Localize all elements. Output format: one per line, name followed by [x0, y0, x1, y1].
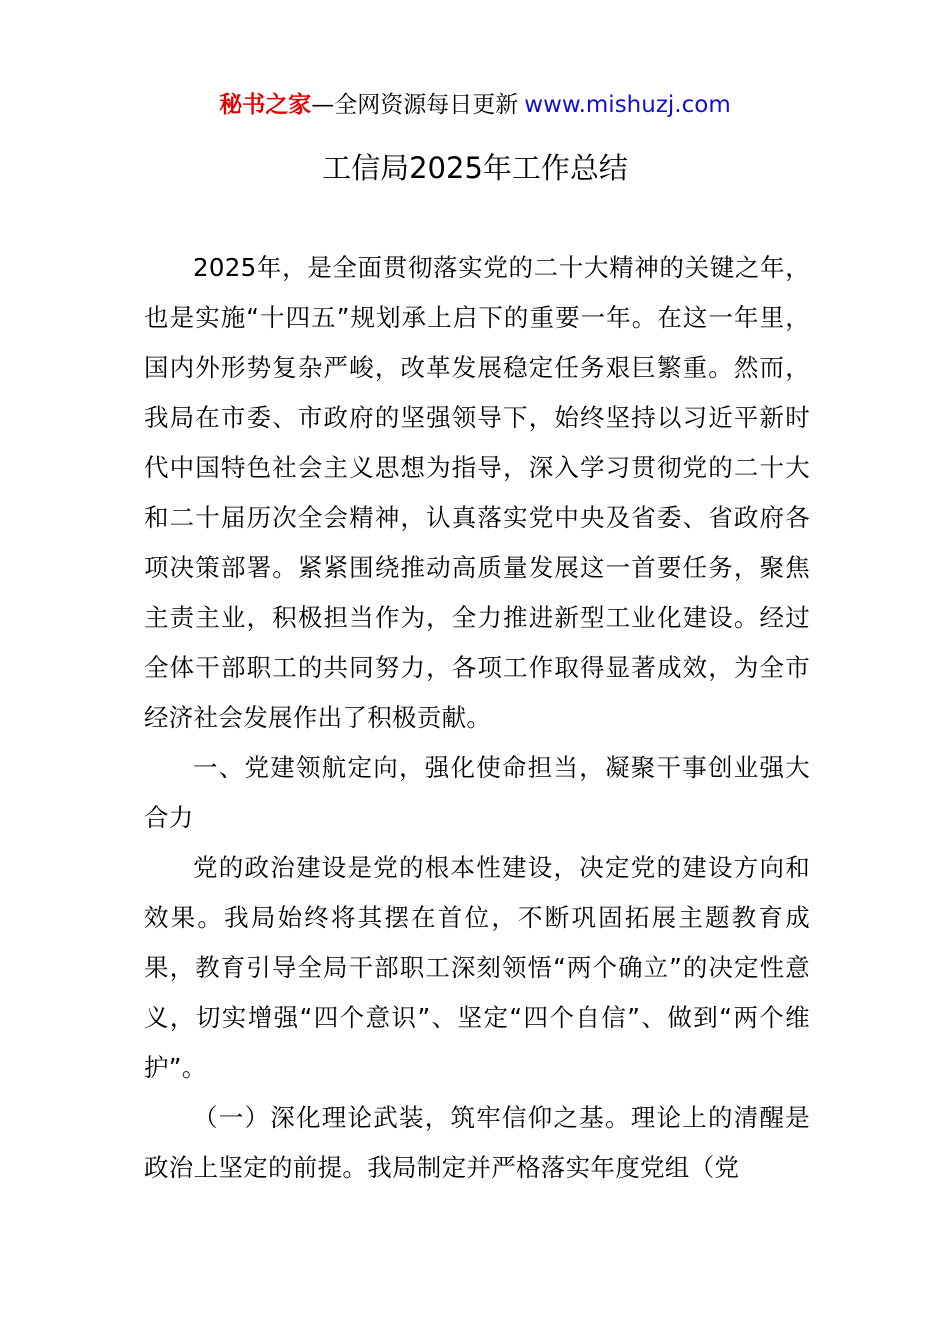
paragraph-subsection-1: （一）深化理论武装，筑牢信仰之基。理论上的清醒是政治上坚定的前提。我局制定并严格落实年度党组（党	[144, 1103, 810, 1182]
document-title: 工信局2025年工作总结	[322, 151, 628, 185]
paragraph-intro: 2025年，是全面贯彻落实党的二十大精神的关键之年，也是实施“十四五”规划承上启下的重要一年。在这一年里，国内外形势复杂严峻，改革发展稳定任务艰巨繁重。然而，我局在市委、市政府的坚强领导下，始终坚持以习近平新时代中国特色社会主义思想为指导，深入学习贯彻党的二十大和二十届历次全会精神，认真落实党中央及省委、省政府各项决策部署。紧紧围绕推动高质量发展这一首要任务，聚焦主责主业，积极担当作为，全力推进新型工业化建设。经过全体干部职工的共同努力，各项工作取得显著成效，为全市经济社会发展作出了积极贡献。	[144, 253, 810, 732]
site-url-link[interactable]: www.mishuzj.com	[524, 92, 731, 118]
document-body	[144, 243, 810, 1193]
paragraph-party-building: 党的政治建设是党的根本性建设，决定党的建设方向和效果。我局始终将其摆在首位，不断巩固拓展主题教育成果，教育引导全局干部职工深刻领悟“两个确立”的决定性意义，切实增强“四个意识”、坚定“四个自信”、做到“两个维护”。	[144, 853, 810, 1082]
header-tagline: 全网资源每日更新	[334, 92, 519, 118]
section-heading-1: 一、党建领航定向，强化使命担当，凝聚干事创业强大合力	[144, 753, 810, 832]
site-watermark-header	[0, 88, 950, 122]
brand-name: 秘书之家	[219, 92, 312, 118]
header-dash: —	[311, 92, 335, 118]
